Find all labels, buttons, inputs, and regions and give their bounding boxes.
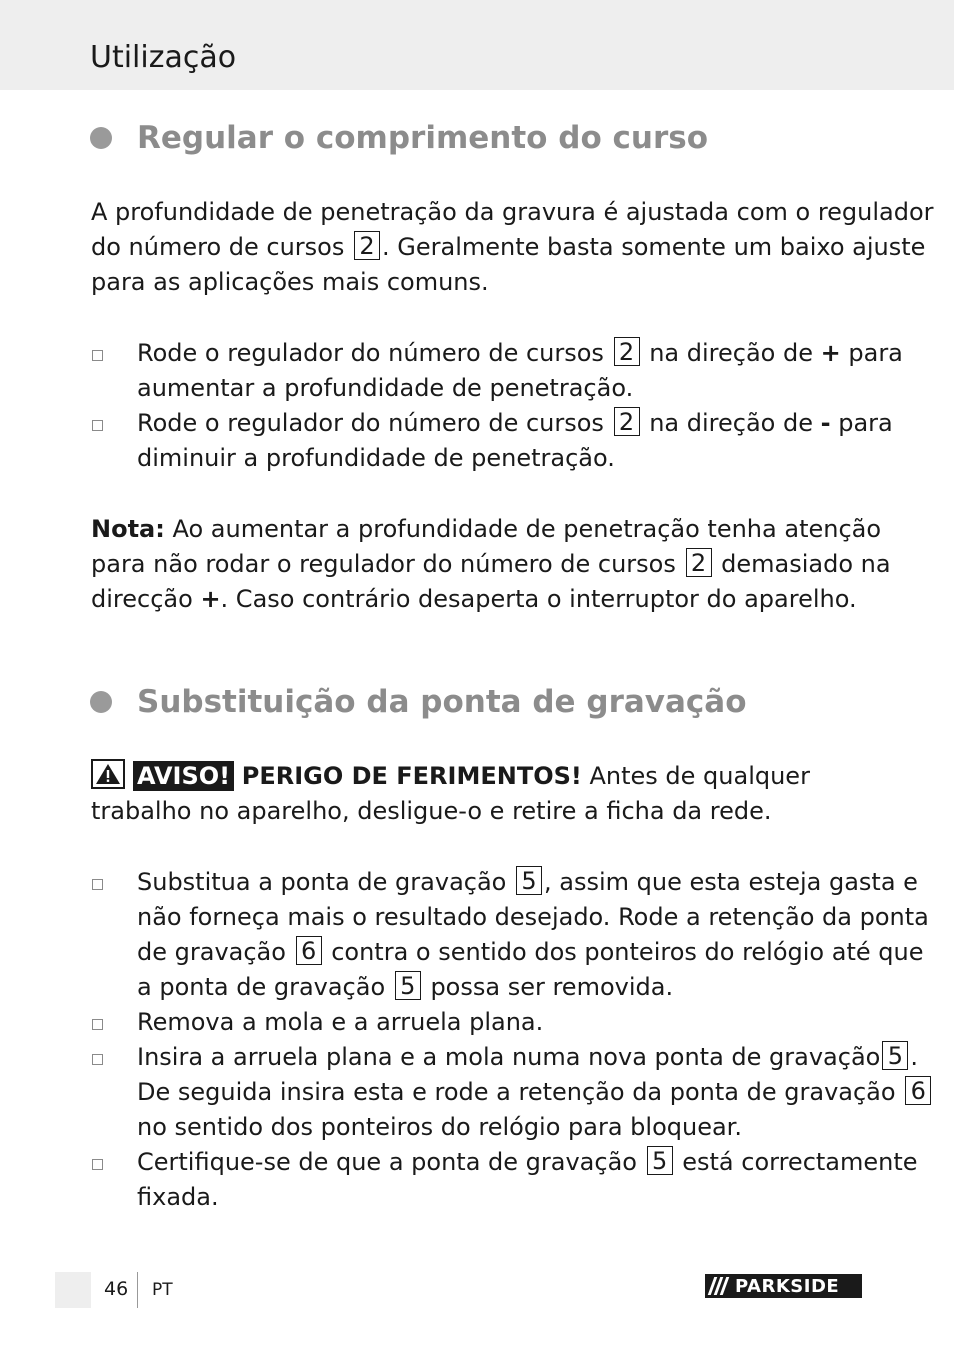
list-item	[91, 865, 929, 1005]
brand-name: PARKSIDE	[735, 1275, 840, 1297]
checkbox-marker-icon	[92, 879, 103, 890]
footer-marker-box	[55, 1272, 91, 1308]
part-reference: 5	[882, 1041, 908, 1070]
direction-sign: +	[200, 585, 221, 613]
list-item-line	[137, 406, 893, 441]
list-item	[91, 1040, 926, 1145]
part-reference: 6	[296, 936, 322, 965]
note-line-2	[91, 547, 891, 582]
list-item-line	[137, 935, 924, 970]
list-text: de gravação	[137, 938, 286, 966]
list-text: para	[848, 339, 903, 367]
list-item-line	[137, 1040, 918, 1075]
intro-paragraph	[91, 195, 934, 300]
note-line-3	[91, 582, 861, 617]
list-text: Substitua a ponta de gravação	[137, 868, 507, 896]
list-item-line: diminuir a profundidade de penetração.	[137, 444, 615, 472]
list-item-line	[137, 865, 918, 900]
section-heading-stroke-length	[90, 120, 708, 156]
checkbox-marker-icon	[92, 1019, 103, 1030]
note-text: . Caso contrário desaperta o interruptor do aparelho.	[220, 585, 857, 613]
warning-text: Antes de qualquer	[589, 762, 810, 790]
note-text: direcção	[91, 585, 193, 613]
warning-line-2: trabalho no aparelho, desligue-o e retire a ficha da rede.	[91, 797, 772, 825]
part-reference: 6	[905, 1076, 931, 1105]
section-heading-text: Regular o comprimento do curso	[137, 120, 709, 156]
danger-label: PERIGO DE FERIMENTOS!	[241, 762, 582, 790]
intro-line-3: para as aplicações mais comuns.	[91, 268, 489, 296]
list-item	[91, 406, 893, 476]
list-text: para	[838, 409, 893, 437]
list-text: .	[910, 1043, 918, 1071]
warning-badge: AVISO!	[133, 761, 234, 791]
checkbox-marker-icon	[92, 1159, 103, 1170]
list-item-line: não forneça mais o resultado desejado. Rode a retenção da ponta	[137, 903, 929, 931]
list-item	[91, 1005, 861, 1040]
part-reference: 5	[647, 1146, 673, 1175]
logo-stripes-icon	[711, 1277, 729, 1295]
note-label: Nota:	[91, 515, 165, 543]
parkside-logo	[705, 1274, 862, 1298]
list-text: na direção de	[649, 339, 813, 367]
bullet-dot-icon	[90, 127, 112, 149]
list-text: possa ser removida.	[430, 973, 674, 1001]
bullet-dot-icon	[90, 691, 112, 713]
note-text: Ao aumentar a profundidade de penetração tenha atenção	[172, 515, 882, 543]
list-item-line: Remova a mola e a arruela plana.	[137, 1008, 544, 1036]
language-code: PT	[152, 1280, 173, 1300]
section-heading-text: Substituição da ponta de gravação	[137, 684, 747, 720]
part-reference: 2	[614, 337, 640, 366]
part-reference: 2	[614, 407, 640, 436]
page-header-title: Utilização	[90, 40, 237, 75]
list-text: , assim que esta esteja gasta e	[544, 868, 918, 896]
note-line-1	[91, 512, 882, 547]
direction-sign: -	[820, 409, 831, 437]
intro-line-1: A profundidade de penetração da gravura é ajustada com o regulador	[91, 198, 934, 226]
section-heading-tip-replacement	[90, 684, 747, 720]
intro-text: . Geralmente basta somente um baixo ajuste	[382, 233, 926, 261]
list-item	[91, 1145, 918, 1215]
list-item-line	[137, 336, 903, 371]
page-number: 46	[104, 1278, 129, 1300]
direction-sign: +	[820, 339, 841, 367]
warning-triangle-icon	[91, 759, 125, 789]
list-text: Certifique-se de que a ponta de gravação	[137, 1148, 637, 1176]
list-item	[91, 336, 903, 406]
warning-paragraph	[91, 759, 861, 829]
list-item-line: no sentido dos ponteiros do relógio para bloquear.	[137, 1113, 742, 1141]
list-text: a ponta de gravação	[137, 973, 386, 1001]
list-text: De seguida insira esta e rode a retenção da ponta de gravação	[137, 1078, 896, 1106]
intro-line-2	[91, 230, 926, 265]
list-item-line: fixada.	[137, 1183, 219, 1211]
checkbox-marker-icon	[92, 350, 103, 361]
part-reference: 2	[354, 231, 380, 260]
part-reference: 2	[686, 548, 712, 577]
warning-line-1	[91, 759, 861, 794]
list-item-line: aumentar a profundidade de penetração.	[137, 374, 634, 402]
note-paragraph	[91, 512, 891, 617]
list-text: contra o sentido dos ponteiros do relógio até que	[331, 938, 924, 966]
list-item-line	[137, 1075, 926, 1110]
part-reference: 5	[395, 971, 421, 1000]
note-text: demasiado na	[721, 550, 891, 578]
list-text: Insira a arruela plana e a mola numa nova ponta de gravação	[137, 1043, 881, 1071]
part-reference: 5	[516, 866, 542, 895]
list-item-line	[137, 970, 861, 1005]
list-item-line	[137, 1145, 918, 1180]
list-text: está correctamente	[682, 1148, 918, 1176]
intro-text: do número de cursos	[91, 233, 345, 261]
footer-divider	[137, 1272, 138, 1308]
checkbox-marker-icon	[92, 420, 103, 431]
note-text: para não rodar o regulador do número de cursos	[91, 550, 676, 578]
replacement-steps-list	[91, 865, 929, 1215]
adjust-steps-list	[91, 336, 903, 476]
list-text: Rode o regulador do número de cursos	[137, 409, 604, 437]
checkbox-marker-icon	[92, 1054, 103, 1065]
list-text: Rode o regulador do número de cursos	[137, 339, 604, 367]
list-text: na direção de	[649, 409, 813, 437]
